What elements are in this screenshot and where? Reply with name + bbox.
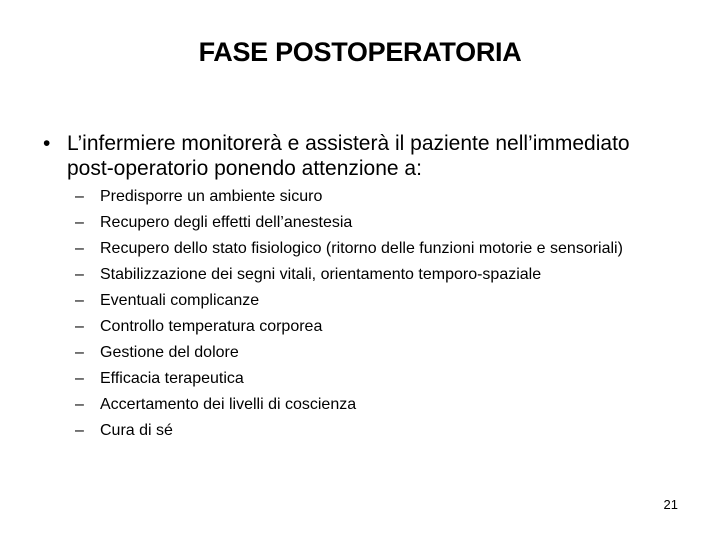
dash-marker: – xyxy=(75,188,84,205)
dash-marker: – xyxy=(75,240,84,257)
sub-bullet-item: – Recupero dello stato fisiologico (ritorno delle funzioni motorie e sensoriali) xyxy=(75,240,623,257)
sub-bullet-item: – Stabilizzazione dei segni vitali, orientamento temporo-spaziale xyxy=(75,266,542,283)
sub-bullet-list xyxy=(40,186,680,441)
slide-content xyxy=(40,131,680,446)
sub-bullet-item: – Eventuali complicanze xyxy=(75,292,260,309)
sub-bullet-item: – Controllo temperatura corporea xyxy=(75,318,323,335)
slide-title: FASE POSTOPERATORIA xyxy=(198,37,522,67)
dash-marker: – xyxy=(75,214,84,231)
dash-marker: – xyxy=(75,422,84,439)
sub-bullet-item: – Accertamento dei livelli di coscienza xyxy=(75,396,357,413)
sub-bullet-item: – Cura di sé xyxy=(75,422,173,439)
sub-bullet-item: – Predisporre un ambiente sicuro xyxy=(75,188,323,205)
dash-marker: – xyxy=(75,396,84,413)
sub-bullet-item: – Efficacia terapeutica xyxy=(75,370,244,387)
sub-bullet-item: – Gestione del dolore xyxy=(75,344,239,361)
main-bullet-text: L’infermiere monitorerà e assisterà il paziente nell’immediato post-operatorio ponendo attenzione a: xyxy=(67,132,630,180)
bullet-marker: • xyxy=(43,132,51,155)
dash-marker: – xyxy=(75,292,84,309)
main-bullet xyxy=(40,131,680,181)
sub-bullet-item: – Recupero degli effetti dell’anestesia xyxy=(75,214,353,231)
dash-marker: – xyxy=(75,370,84,387)
dash-marker: – xyxy=(75,318,84,335)
page-number: 21 xyxy=(663,497,678,512)
dash-marker: – xyxy=(75,266,84,283)
dash-marker: – xyxy=(75,344,84,361)
